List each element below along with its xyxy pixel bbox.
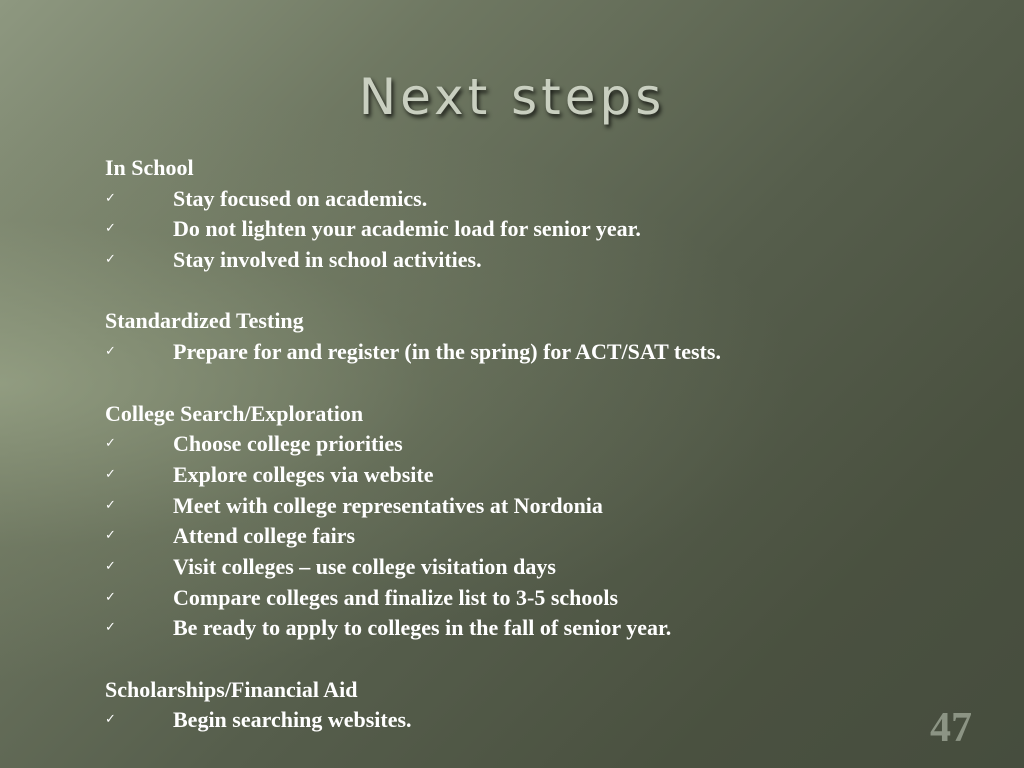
checkmark-icon: ✓ (105, 558, 116, 574)
checkmark-icon: ✓ (105, 344, 116, 360)
checkmark-icon: ✓ (105, 190, 116, 206)
list-item (105, 521, 985, 552)
section-spacer (105, 276, 985, 307)
list-item-text: Choose college priorities (173, 431, 403, 457)
checkmark-icon: ✓ (105, 497, 116, 513)
list-item (105, 429, 985, 460)
checkmark-icon: ✓ (105, 466, 116, 482)
list-item-text: Visit colleges – use college visitation days (173, 553, 556, 579)
list-item (105, 460, 985, 491)
list-item-text: Be ready to apply to colleges in the fall of senior year. (173, 615, 672, 641)
list-item (105, 705, 985, 736)
checkmark-icon: ✓ (105, 436, 116, 452)
section-heading: College Search/Exploration (105, 400, 364, 426)
checkmark-icon: ✓ (105, 712, 116, 728)
section-spacer (105, 368, 985, 399)
checkmark-icon: ✓ (105, 589, 116, 605)
slide-title: Next steps (358, 68, 666, 126)
list-item (105, 214, 985, 245)
list-item-text: Stay focused on academics. (173, 185, 428, 211)
list-item (105, 613, 985, 644)
list-item-text: Meet with college representatives at Nordonia (173, 492, 603, 518)
list-item-text: Do not lighten your academic load for senior year. (173, 216, 641, 242)
list-item-text: Compare colleges and finalize list to 3-5 schools (173, 584, 619, 610)
list-item (105, 583, 985, 614)
list-item (105, 491, 985, 522)
section-heading: Scholarships/Financial Aid (105, 676, 358, 702)
list-item (105, 552, 985, 583)
list-item (105, 337, 985, 368)
list-item-text: Attend college fairs (173, 523, 356, 549)
slide-body (105, 153, 985, 736)
section-spacer (105, 644, 985, 675)
list-item (105, 184, 985, 215)
list-item-text: Explore colleges via website (173, 461, 434, 487)
section-heading: In School (105, 155, 194, 180)
checkmark-icon: ✓ (105, 528, 116, 544)
checkmark-icon: ✓ (105, 252, 116, 268)
list-item-text: Begin searching websites. (173, 707, 412, 733)
list-item-text: Prepare for and register (in the spring) for ACT/SAT tests. (173, 339, 721, 365)
checkmark-icon: ✓ (105, 620, 116, 636)
page-number: 47 (930, 705, 972, 751)
checkmark-icon: ✓ (105, 221, 116, 237)
section-heading: Standardized Testing (105, 308, 304, 334)
list-item-text: Stay involved in school activities. (173, 247, 482, 273)
list-item (105, 245, 985, 276)
